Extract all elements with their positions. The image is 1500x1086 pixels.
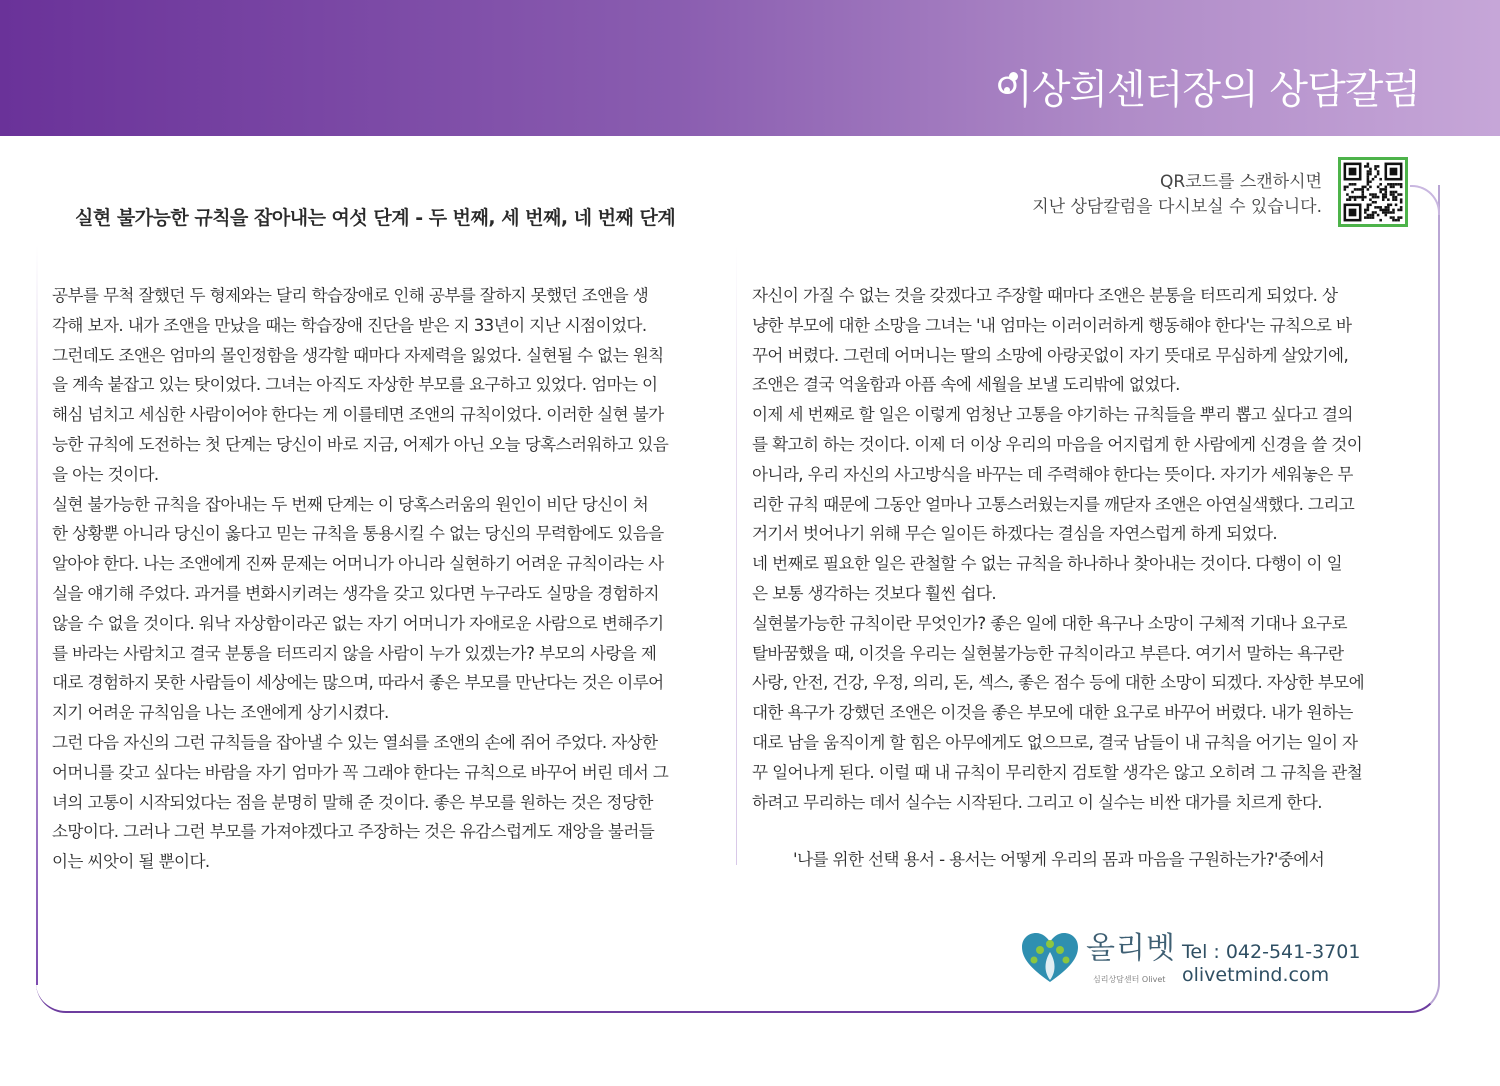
olivet-logo-icon	[1020, 932, 1080, 984]
website-link[interactable]: olivetmind.com	[1182, 964, 1330, 986]
paragraph-line: 알아야 한다. 나는 조앤에게 진짜 문제는 어머니가 아니라 실현하기 어려운 규칙이라는 사	[52, 554, 664, 574]
paragraph-line: 그런 다음 자신의 그런 규칙들을 잡아낼 수 있는 열쇠를 조앤의 손에 쥐어 주었다. 자상한	[52, 732, 658, 752]
paragraph-line: 녀의 고통이 시작되었다는 점을 분명히 말해 준 것이다. 좋은 부모를 원하는 것은 정당한	[52, 792, 653, 812]
paragraph-line: 대한 욕구가 강했던 조앤은 이것을 좋은 부모에 대한 요구로 바꾸어 버렸다. 내가 원하는	[752, 703, 1353, 723]
qr-note-line-2: 지난 상담칼럼을 다시보실 수 있습니다.	[1032, 197, 1322, 217]
logo-subtitle: 심리상담센터 Olivet	[1093, 975, 1166, 984]
article-left-column	[52, 281, 722, 877]
qr-note-line-1: QR코드를 스캔하시면	[1160, 172, 1322, 192]
paragraph-line: 리한 규칙 때문에 그동안 얼마나 고통스러웠는지를 깨닫자 조앤은 아연실색했다. 그리고	[752, 494, 1355, 514]
logo-name: 올리벳	[1086, 931, 1176, 966]
paragraph-line: 조앤은 결국 억울함과 아픔 속에 세월을 보낼 도리밖에 없었다.	[752, 375, 1180, 395]
paragraph-line: 이제 세 번째로 할 일은 이렇게 엄청난 고통을 야기하는 규칙들을 뿌리 뽑고 싶다고 결의	[752, 405, 1353, 425]
column-divider	[736, 245, 737, 865]
paragraph-line: 꾸어 버렸다. 그런데 어머니는 딸의 소망에 아랑곳없이 자기 뜻대로 무심하게 살았기에,	[752, 345, 1349, 365]
column-series-title: 이상희센터장의 상담칼럼	[994, 67, 1420, 113]
paragraph-line: 자신이 가질 수 없는 것을 갖겠다고 주장할 때마다 조앤은 분통을 터뜨리게 되었다. 상	[752, 286, 1338, 305]
paragraph-line: 그런데도 조앤은 엄마의 몰인정함을 생각할 때마다 자제력을 잃었다. 실현될 수 없는 원칙	[52, 345, 664, 365]
paragraph-line: 실현 불가능한 규칙을 잡아내는 두 번째 단계는 이 당혹스러움의 원인이 비단 당신이 처	[52, 494, 649, 514]
article-source: '나를 위한 선택 용서 - 용서는 어떻게 우리의 몸과 마음을 구원하는가?'중에서	[793, 850, 1325, 869]
paragraph-line: 아니라, 우리 자신의 사고방식을 바꾸는 데 주력해야 한다는 뜻이다. 자기가 세워놓은 무	[752, 464, 1353, 484]
paragraph-line: 네 번째로 필요한 일은 관철할 수 없는 규칙을 하나하나 찾아내는 것이다. 다행이 이 일	[752, 554, 1343, 574]
qr-code[interactable]	[1338, 157, 1408, 227]
paragraph-line: 대로 남을 움직이게 할 힘은 아무에게도 없으므로, 결국 남들이 내 규칙을 어기는 일이 자	[752, 732, 1358, 752]
paragraph-line: 거기서 벗어나기 위해 무슨 일이든 하겠다는 결심을 자연스럽게 하게 되었다.	[752, 524, 1278, 544]
paragraph-line: 능한 규칙에 도전하는 첫 단계는 당신이 바로 지금, 어제가 아닌 오늘 당혹스러워하고 있음	[52, 434, 669, 454]
contact-info	[1182, 941, 1360, 987]
paragraph-line: 않을 수 없을 것이다. 워낙 자상함이라곤 없는 자기 어머니가 자애로운 사람으로 변해주기	[52, 613, 664, 633]
article-right-column	[752, 281, 1424, 817]
qr-instructions	[1032, 170, 1322, 220]
paragraph-line: 해심 넘치고 세심한 사람이어야 한다는 게 이를테면 조앤의 규칙이었다. 이러한 실현 불가	[52, 405, 664, 425]
phone-number: Tel : 042-541-3701	[1182, 941, 1361, 963]
paragraph-line: 하려고 무리하는 데서 실수는 시작된다. 그리고 이 실수는 비싼 대가를 치르게 한다.	[752, 792, 1322, 812]
frame-left-edge	[36, 245, 38, 985]
paragraph-line: 를 확고히 하는 것이다. 이제 더 이상 우리의 마음을 어지럽게 한 사람에게 신경을 쓸 것이	[752, 434, 1363, 454]
paragraph-line: 을 계속 붙잡고 있는 탓이었다. 그녀는 아직도 자상한 부모를 요구하고 있었다. 엄마는 이	[52, 375, 658, 395]
header-banner	[0, 0, 1500, 136]
paragraph-line: 를 바라는 사람치고 결국 분통을 터뜨리지 않을 사람이 누가 있겠는가? 부모의 사랑을 제	[52, 643, 657, 663]
paragraph-line: 을 아는 것이다.	[52, 464, 159, 484]
paragraph-line: 실을 얘기해 주었다. 과거를 변화시키려는 생각을 갖고 있다면 누구라도 실망을 경험하지	[52, 583, 659, 603]
paragraph-line: 탈바꿈했을 때, 이것을 우리는 실현불가능한 규칙이라고 부른다. 여기서 말하는 욕구란	[752, 643, 1344, 663]
qr-code-icon	[1341, 160, 1405, 224]
paragraph-line: 어머니를 갖고 싶다는 바람을 자기 엄마가 꼭 그래야 한다는 규칙으로 바꾸어 버린 데서 그	[52, 762, 669, 782]
article-title: 실현 불가능한 규칙을 잡아내는 여섯 단계 - 두 번째, 세 번째, 네 번째 단계	[75, 207, 676, 229]
paragraph-line: 한 상황뿐 아니라 당신이 옳다고 믿는 규칙을 통용시킬 수 없는 당신의 무력함에도 있음을	[52, 524, 664, 544]
paragraph-line: 각해 보자. 내가 조앤을 만났을 때는 학습장애 진단을 받은 지 33년이 지난 시점이었다.	[52, 315, 647, 335]
paragraph-line: 실현불가능한 규칙이란 무엇인가? 좋은 일에 대한 욕구나 소망이 구체적 기대나 요구로	[752, 613, 1347, 633]
paragraph-line: 사랑, 안전, 건강, 우정, 의리, 돈, 섹스, 좋은 점수 등에 대한 소망이 되겠다. 자상한 부모에	[752, 673, 1365, 693]
paragraph-line: 꾸 일어나게 된다. 이럴 때 내 규칙이 무리한지 검토할 생각은 않고 오히려 그 규칙을 관철	[752, 762, 1363, 782]
paragraph-line: 공부를 무척 잘했던 두 형제와는 달리 학습장애로 인해 공부를 잘하지 못했던 조앤을 생	[52, 286, 649, 305]
paragraph-line: 이는 씨앗이 될 뿐이다.	[52, 852, 210, 872]
paragraph-line: 은 보통 생각하는 것보다 훨씬 쉽다.	[752, 583, 997, 603]
paragraph-line: 냥한 부모에 대한 소망을 그녀는 '내 엄마는 이러이러하게 행동해야 한다'는 규칙으로 바	[752, 315, 1352, 335]
paragraph-line: 지기 어려운 규칙임을 나는 조앤에게 상기시켰다.	[52, 703, 389, 723]
paragraph-line: 소망이다. 그러나 그런 부모를 가져야겠다고 주장하는 것은 유감스럽게도 재앙을 불러들	[52, 822, 655, 842]
paragraph-line: 대로 경험하지 못한 사람들이 세상에는 많으며, 따라서 좋은 부모를 만난다는 것은 이루어	[52, 673, 664, 693]
